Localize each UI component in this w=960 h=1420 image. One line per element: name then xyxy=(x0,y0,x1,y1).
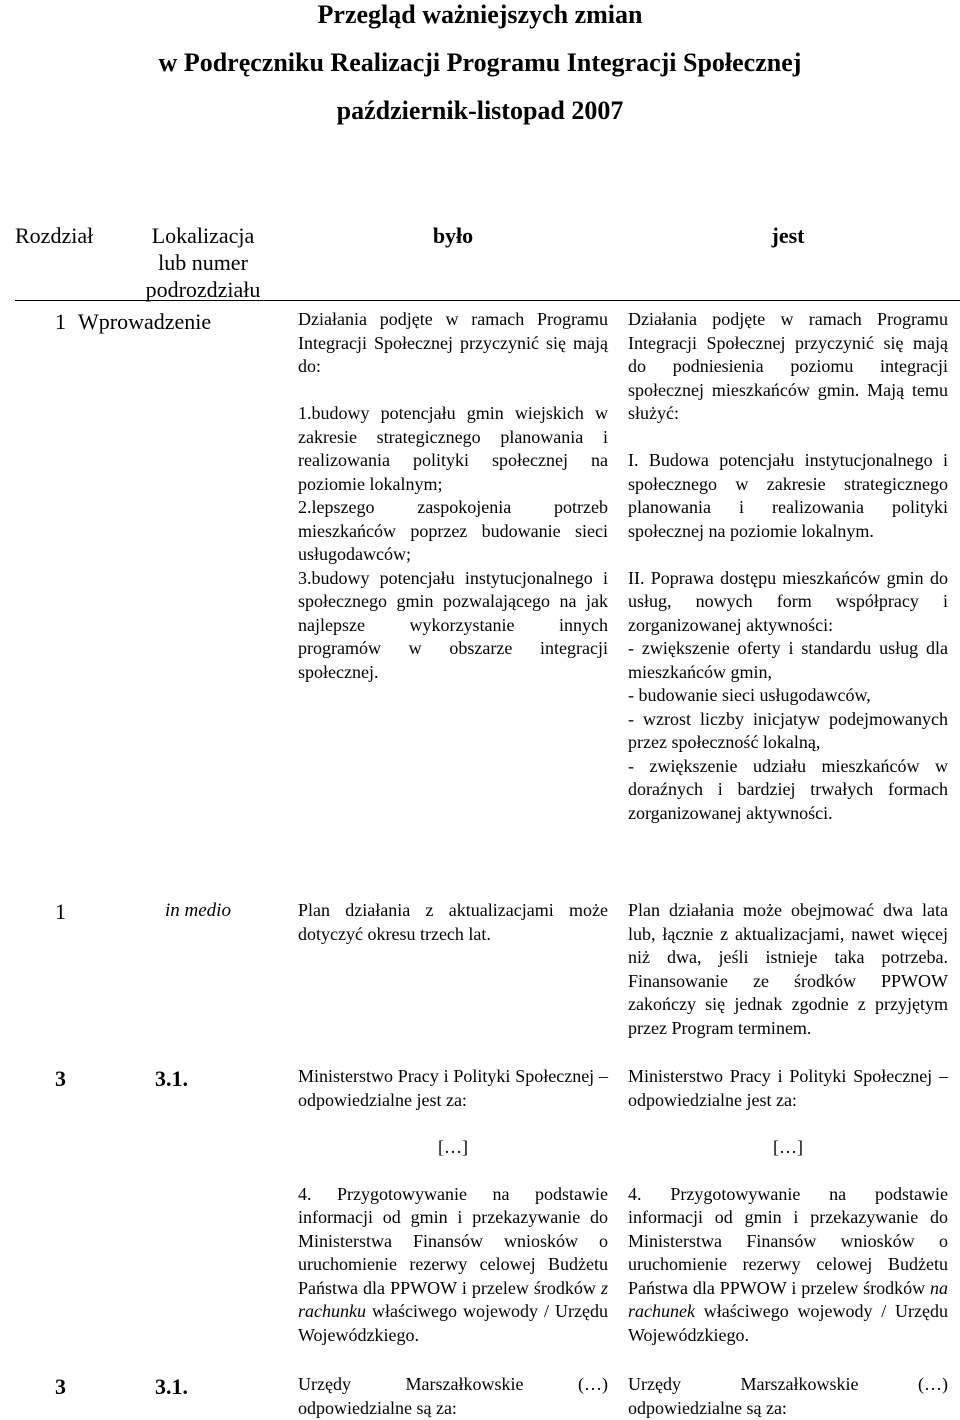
row3-is-cell xyxy=(628,1065,948,1347)
row1-is-bullet-4: - zwiększenie udziału mieszkańców w doraźnych i bardziej trwałych formach zorganizowanej aktywności. xyxy=(628,755,948,823)
row3-was-item-4 xyxy=(298,1183,608,1348)
document-title-line-1: Przegląd ważniejszych zmian xyxy=(317,0,643,29)
header-location-line-1: Lokalizacja xyxy=(151,223,255,248)
header-was: było xyxy=(432,223,474,248)
row3-is-item-4-italic: na rachunek xyxy=(628,1277,948,1321)
header-location-line-3: podrozdziału xyxy=(145,277,261,302)
header-location-line-2: lub numer xyxy=(158,250,248,275)
row1-is-cell xyxy=(628,308,948,825)
header-location xyxy=(128,222,278,303)
row3-was-cell xyxy=(298,1065,608,1347)
row1-is-item-2: II. Poprawa dostępu mieszkańców gmin do usług, nowych form współpracy i zorganizowanej aktywności: xyxy=(628,567,948,635)
row2-chapter: 1 xyxy=(55,899,66,924)
row3-was-intro: Ministerstwo Pracy i Polityki Społecznej – odpowiedzialne jest za: xyxy=(298,1066,608,1110)
row1-was-cell xyxy=(298,308,608,684)
row2-was: Plan działania z aktualizacjami może dotyczyć okresu trzech lat. xyxy=(298,900,608,944)
row3-is-item-4-start: 4. Przygotowywanie na podstawie informacji od gmin i przekazywanie do Ministerstwa Finansów wniosków o uruchomienie rezerwy celowej Budżetu Państwa dla PPWOW i przelew środków xyxy=(628,1183,948,1298)
row3-chapter: 3 xyxy=(55,1066,66,1091)
row1-was-item-2: 2.lepszego zaspokojenia potrzeb mieszkańców poprzez budowanie sieci usługodawców; xyxy=(298,497,608,564)
row1-is-bullet-2: - budowanie sieci usługodawców, xyxy=(628,685,871,705)
row3-was-ellipsis: […] xyxy=(438,1136,468,1157)
header-is: jest xyxy=(771,223,805,248)
row3-was-item-4-end: właściwego wojewody / Urzędu Wojewódzkiego. xyxy=(298,1301,608,1345)
document-title-line-3: październik-listopad 2007 xyxy=(336,96,624,125)
row1-chapter: 1 xyxy=(55,309,66,334)
row1-was-item-3: 3.budowy potencjału instytucjonalnego i społecznego gmin pozwalającego na jak najlepsze wykorzystanie innych programów w obszarze integracji społecznej. xyxy=(298,567,608,682)
document-title-line-2: w Podręczniku Realizacji Programu Integracji Społecznej xyxy=(158,48,802,77)
row4-was: Urzędy Marszałkowskie (…) odpowiedzialne są za: xyxy=(298,1374,608,1418)
row3-is-ellipsis: […] xyxy=(773,1136,803,1157)
row1-was-item-1: 1.budowy potencjału gmin wiejskich w zakresie strategicznego planowania i realizowania polityki społecznej na poziomie lokalnym; xyxy=(298,403,608,494)
row1-is-intro: Działania podjęte w ramach Programu Integracji Społecznej przyczynić się mają do podniesienia poziomu integracji społecznej mieszkańców gmin. Mają temu służyć: xyxy=(628,309,948,423)
row1-is-item-1: I. Budowa potencjału instytucjonalnego i społecznego w zakresie strategicznego planowania i realizowania polityki społecznej na poziomie lokalnym. xyxy=(628,450,948,541)
row4-location: 3.1. xyxy=(155,1374,188,1399)
row3-was-item-4-start: 4. Przygotowywanie na podstawie informacji od gmin i przekazywanie do Ministerstwa Finansów wniosków o uruchomienie rezerwy celowej Budżetu Państwa dla PPWOW i przelew środków xyxy=(298,1183,608,1298)
row1-is-bullet-1: - zwiększenie oferty i standardu usług dla mieszkańców gmin, xyxy=(628,638,948,682)
row4-chapter: 3 xyxy=(55,1374,66,1399)
row3-is-item-4-end: właściwego wojewody / Urzędu Wojewódzkiego. xyxy=(628,1301,948,1345)
row1-location: Wprowadzenie xyxy=(78,309,212,334)
header-divider xyxy=(15,300,960,301)
row3-location: 3.1. xyxy=(155,1066,188,1091)
row2-location: in medio xyxy=(165,900,231,921)
row3-is-item-4 xyxy=(628,1183,948,1348)
header-chapter: Rozdział xyxy=(15,223,94,248)
row4-is: Urzędy Marszałkowskie (…) odpowiedzialne są za: xyxy=(628,1374,948,1418)
row2-is: Plan działania może obejmować dwa lata lub, łącznie z aktualizacjami, nawet więcej niż dwa, jeśli istnieje taka potrzeba. Finansowanie ze środków PPWOW zakończy się jednak zgodnie z przyjętym przez Program terminem. xyxy=(628,900,948,1038)
row3-is-intro: Ministerstwo Pracy i Polityki Społecznej – odpowiedzialne jest za: xyxy=(628,1066,948,1110)
row1-is-bullet-3: - wzrost liczby inicjatyw podejmowanych przez społeczność lokalną, xyxy=(628,708,948,752)
row1-was-intro: Działania podjęte w ramach Programu Integracji Społecznej przyczynić się mają do: xyxy=(298,309,608,376)
row3-was-item-4-italic: z rachunku xyxy=(298,1277,608,1321)
